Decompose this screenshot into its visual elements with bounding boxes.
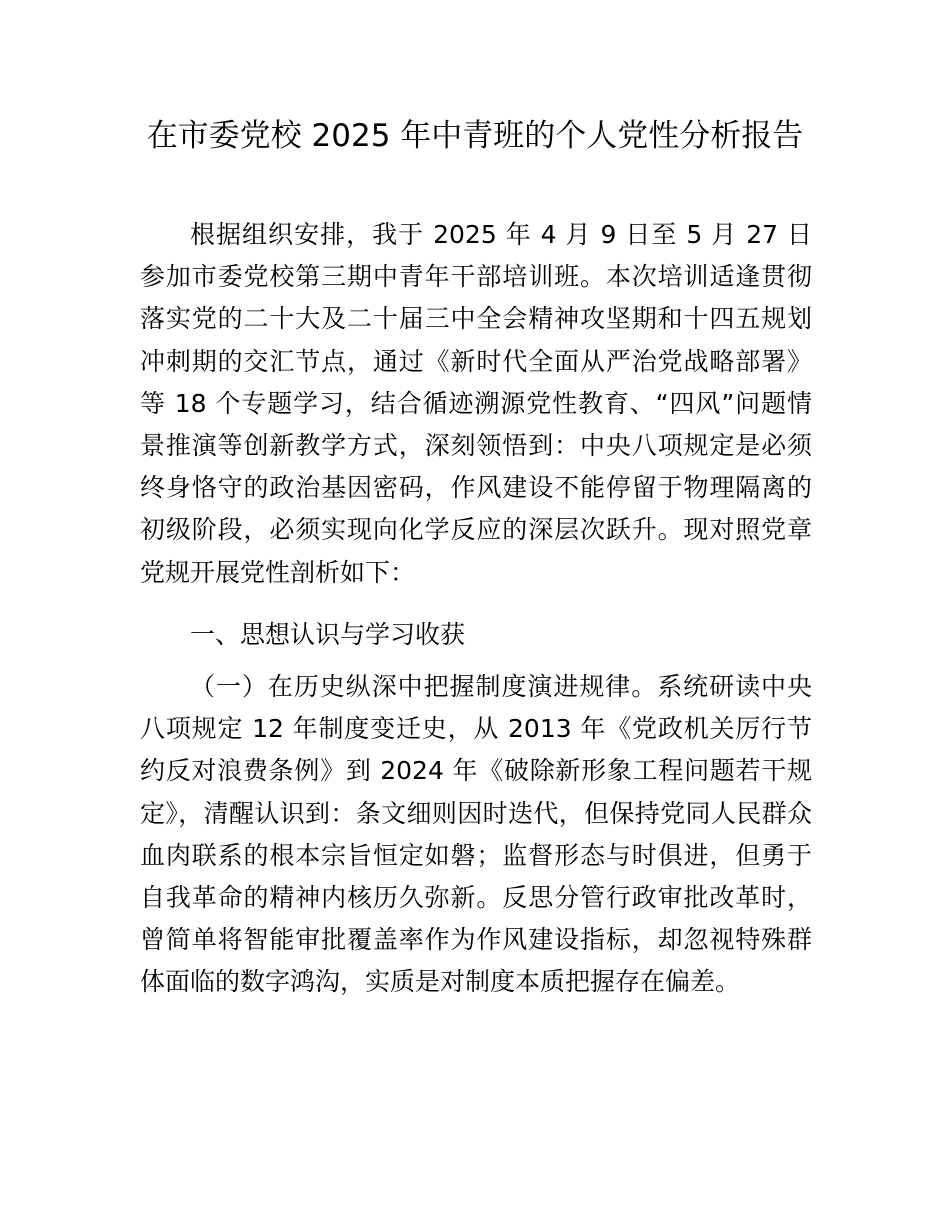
document-title: 在市委党校 2025 年中青班的个人党性分析报告 <box>146 118 804 154</box>
section-heading: 一、思想认识与学习收获 <box>190 620 466 649</box>
intro-paragraph: 根据组织安排，我于 2025 年 4 月 9 日至 5 月 27 日参加市委党校第三期中青年干部培训班。本次培训适逢贯彻落实党的二十大及二十届三中全会精神攻坚期和十四五规划冲刺期的交汇节点，通过《新时代全面从严治党战略部署》等 18 个专题学习，结合循迹溯源党性教育、“四风”问题情景推演等创新教学方式，深刻领悟到：中央八项规定是必须终身恪守的政治基因密码，作风建设不能停留于物理隔离的初级阶段，必须实现向化学反应的深层次跃升。现对照党章党规开展党性剖析如下： <box>140 220 812 587</box>
subsection-paragraph: （一）在历史纵深中把握制度演进规律。系统研读中央八项规定 12 年制度变迁史，从 2013 年《党政机关厉行节约反对浪费条例》到 2024 年《破除新形象工程问题若干规定》，清醒认识到：条文细则因时迭代，但保持党同人民群众血肉联系的根本宗旨恒定如磐；监督形态与时俱进，但勇于自我革命的精神内核历久弥新。反思分管行政审批改革时，曾简单将智能审批覆盖率作为作风建设指标，却忽视特殊群体面临的数字鸿沟，实质是对制度本质把握存在偏差。 <box>140 672 812 997</box>
